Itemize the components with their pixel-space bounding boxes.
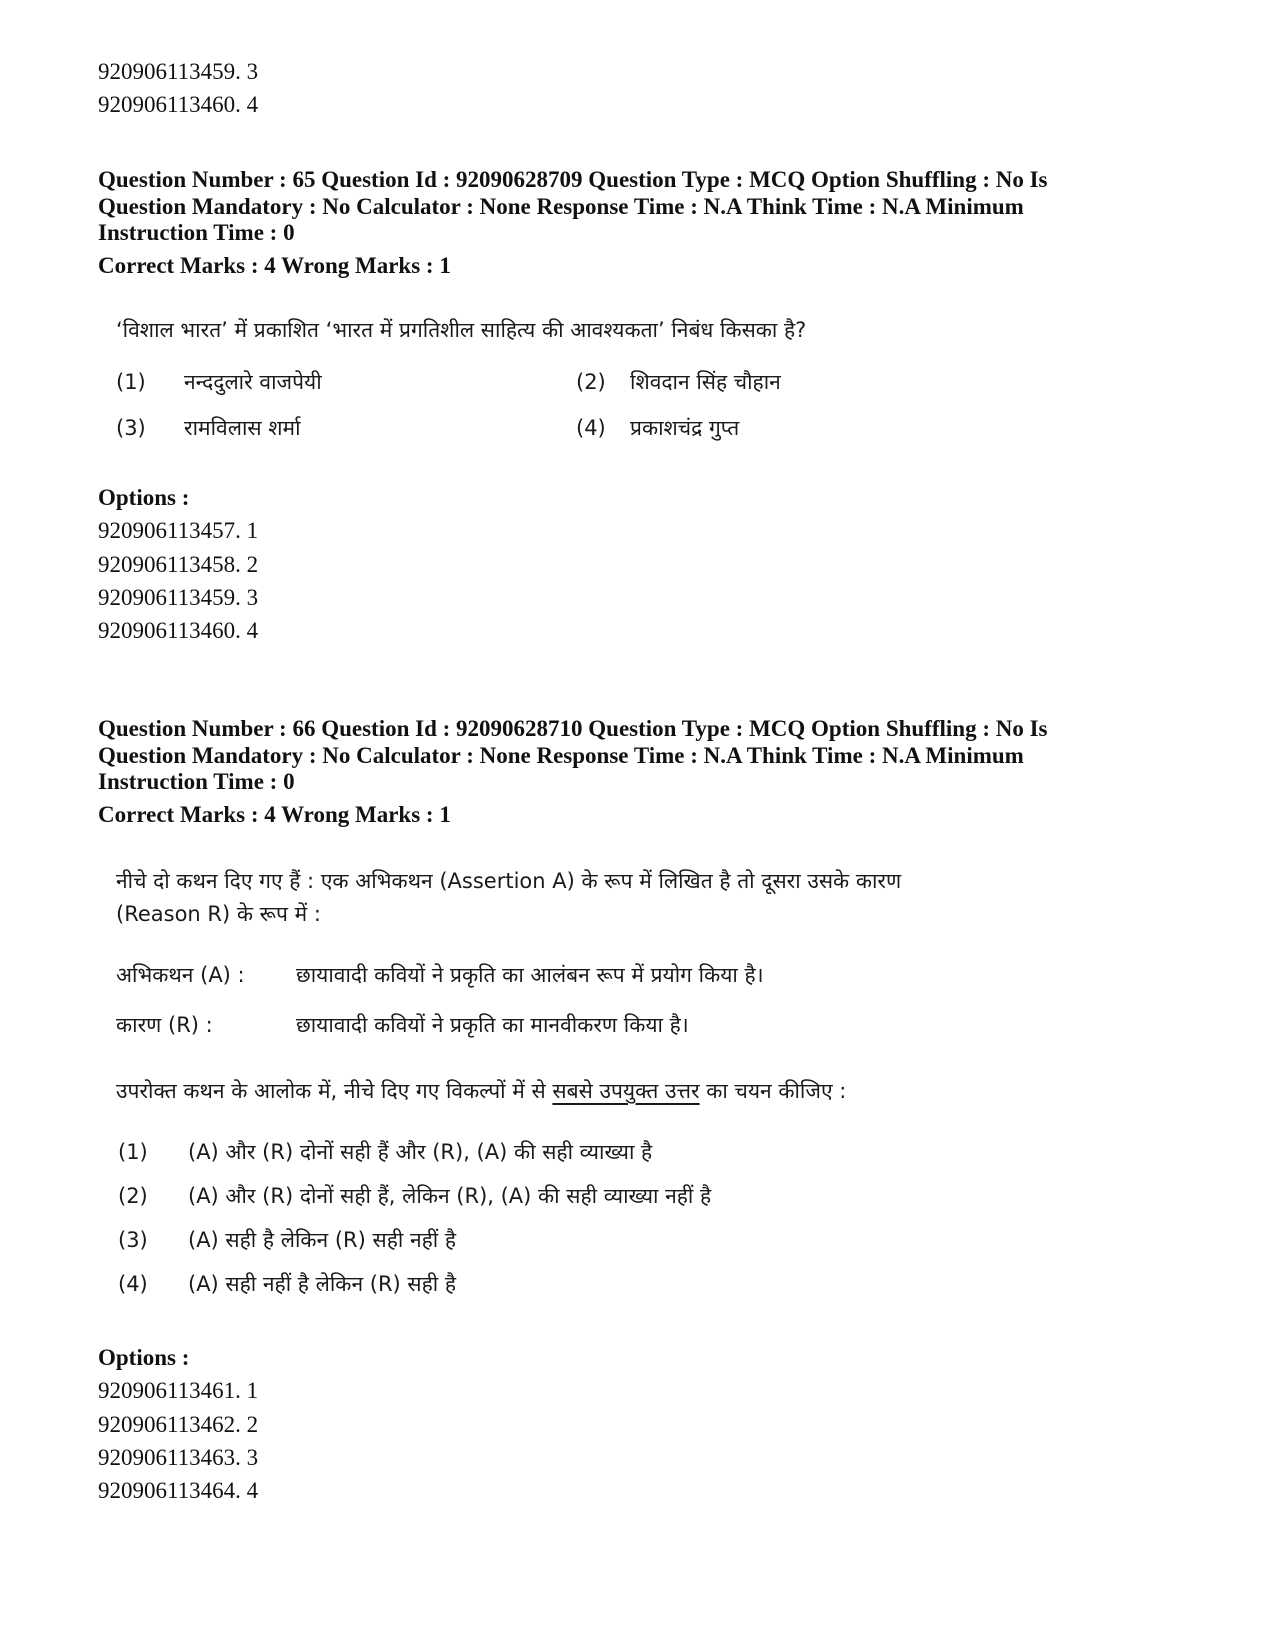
choice-text: (A) और (R) दोनों सही हैं, लेकिन (R), (A) की सही व्याख्या नहीं है xyxy=(188,1184,712,1208)
option-line: 920906113462. 2 xyxy=(98,1412,259,1437)
choice-text: शिवदान सिंह चौहान xyxy=(630,370,781,394)
question-text: ‘विशाल भारत’ में प्रकाशित ‘भारत में प्रगतिशील साहित्य की आवश्यकता’ निबंध किसका है? xyxy=(116,318,807,342)
choice-number: (1) xyxy=(118,1140,148,1164)
instruction-post: का चयन कीजिए : xyxy=(706,1079,847,1103)
choice-number: (1) xyxy=(116,370,146,394)
option-line: 920906113457. 1 xyxy=(98,518,259,543)
assertion-label: अभिकथन (A) : xyxy=(116,963,245,987)
question-header-line: Question Number : 65 Question Id : 92090628709 Question Type : MCQ Option Shuffling : No Is xyxy=(98,167,1048,192)
question-header-line: Question Mandatory : No Calculator : None Response Time : N.A Think Time : N.A Minimum xyxy=(98,743,1024,768)
choice-number: (2) xyxy=(576,370,606,394)
options-label: Options : xyxy=(98,485,190,510)
reason-label: कारण (R) : xyxy=(116,1013,213,1037)
question-header-line: Instruction Time : 0 xyxy=(98,220,295,245)
choice-number: (3) xyxy=(116,416,146,440)
option-line: 920906113459. 3 xyxy=(98,585,259,610)
choice-text: (A) सही नहीं है लेकिन (R) सही है xyxy=(188,1272,457,1296)
reason-text: छायावादी कवियों ने प्रकृति का मानवीकरण किया है। xyxy=(296,1013,689,1037)
choice-text: नन्ददुलारे वाजपेयी xyxy=(184,370,322,394)
question-header-line: Question Number : 66 Question Id : 92090628710 Question Type : MCQ Option Shuffling : No Is xyxy=(98,716,1048,741)
options-label: Options : xyxy=(98,1345,190,1370)
choice-text: (A) सही है लेकिन (R) सही नहीं है xyxy=(188,1228,457,1252)
question-intro: नीचे दो कथन दिए गए हैं : एक अभिकथन (Assertion A) के रूप में लिखित है तो दूसरा उसके कारण xyxy=(116,869,902,893)
instruction-pre: उपरोक्त कथन के आलोक में, नीचे दिए गए विकल्पों में से xyxy=(116,1079,546,1103)
choice-text: रामविलास शर्मा xyxy=(184,416,301,440)
choice-number: (2) xyxy=(118,1184,148,1208)
instruction-line xyxy=(116,1076,846,1106)
instruction-underlined: सबसे उपयुक्त उत्तर xyxy=(552,1079,700,1103)
choice-text: प्रकाशचंद्र गुप्त xyxy=(630,416,740,440)
option-line: 920906113463. 3 xyxy=(98,1445,259,1470)
option-line: 920906113460. 4 xyxy=(98,618,259,643)
choice-number: (3) xyxy=(118,1228,148,1252)
option-line: 920906113458. 2 xyxy=(98,552,259,577)
question-intro: (Reason R) के रूप में : xyxy=(116,902,321,926)
option-line: 920906113460. 4 xyxy=(98,92,259,117)
choice-number: (4) xyxy=(118,1272,148,1296)
assertion-text: छायावादी कवियों ने प्रकृति का आलंबन रूप में प्रयोग किया है। xyxy=(296,963,764,987)
option-line: 920906113464. 4 xyxy=(98,1478,259,1503)
choice-number: (4) xyxy=(576,416,606,440)
marks-line: Correct Marks : 4 Wrong Marks : 1 xyxy=(98,802,451,827)
question-header-line: Question Mandatory : No Calculator : None Response Time : N.A Think Time : N.A Minimum xyxy=(98,194,1024,219)
option-line: 920906113461. 1 xyxy=(98,1378,259,1403)
question-header-line: Instruction Time : 0 xyxy=(98,769,295,794)
marks-line: Correct Marks : 4 Wrong Marks : 1 xyxy=(98,253,451,278)
choice-text: (A) और (R) दोनों सही हैं और (R), (A) की सही व्याख्या है xyxy=(188,1140,653,1164)
option-line: 920906113459. 3 xyxy=(98,59,259,84)
